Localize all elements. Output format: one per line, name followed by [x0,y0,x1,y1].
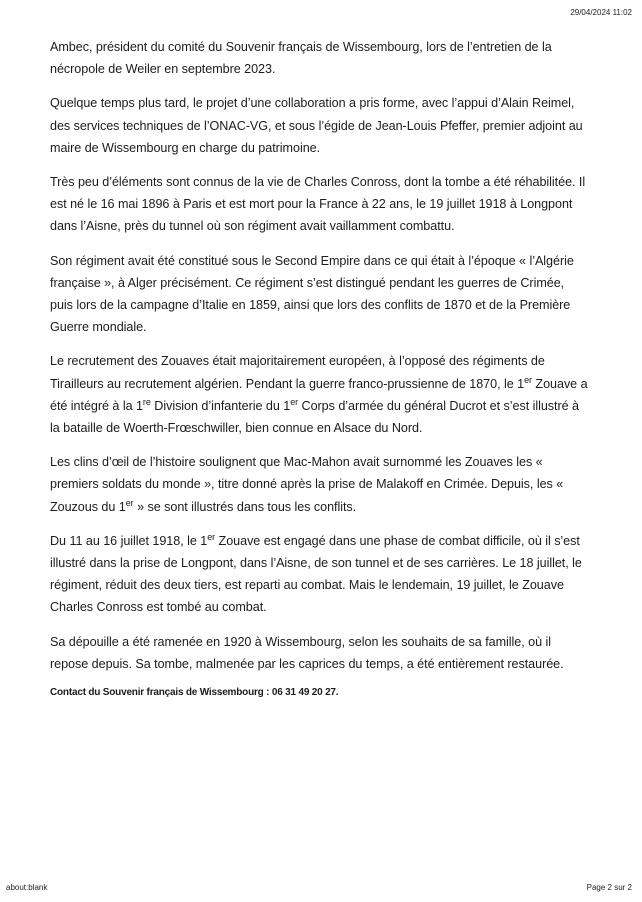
p5-ordinal-2: re [142,396,151,407]
paragraph-2: Quelque temps plus tard, le projet d’une collaboration a pris forme, avec l’appui d’Alain Reimel, des services techniques de l’ONAC-VG, et sous l’égide de Jean-Louis Pfeffer, premier adjoint au maire de Wissembourg en charge du patrimoine. [50,96,583,155]
paragraph-8: Sa dépouille a été ramenée en 1920 à Wissembourg, selon les souhaits de sa famille, où il repose depuis. Sa tombe, malmenée par les caprices du temps, a été entièrement restaurée. [50,634,564,671]
paragraph-5 [50,350,590,439]
paragraph-1: Ambec, président du comité du Souvenir français de Wissembourg, lors de l’entretien de la nécropole de Weiler en septembre 2023. [50,40,552,77]
paragraph-6 [50,451,590,518]
p7-text-2: Zouave est engagé dans une phase de combat difficile, où il s’est illustré dans la prise de Longpont, dans l’Aisne, de son tunnel et de ses carrières. Le 18 juillet, le régiment, réduit des deux tiers, est reparti au combat. Mais le lendemain, 19 juillet, le Zouave Charles Conross est tombé au combat. [50,533,582,615]
print-datetime: 29/04/2024 11:02 [570,8,632,17]
p6-text-1: Les clins d’œil de l’histoire soulignent que Mac-Mahon avait surnommé les Zouaves les « premiers soldats du monde », titre donné après la prise de Malakoff en Crimée. Depuis, les « Zouzous du 1 [50,455,564,514]
paragraph-7 [50,530,590,619]
p5-ordinal-1: er [524,374,532,385]
print-url: about:blank [6,883,48,892]
p6-ordinal-1: er [125,497,134,508]
p5-text-4: Corps d’armée du général Ducrot et s’est illustré à la bataille de Woerth-Frœschwiller, bien connue en Alsace du Nord. [50,398,579,436]
p7-text-1: Du 11 au 16 juillet 1918, le 1 [50,533,208,548]
paragraph-4: Son régiment avait été constitué sous le Second Empire dans ce qui était à l’époque « l’Algérie française », à Alger précisément. Ce régiment s’est distingué pendant les guerres de Crimée, puis lors de la campagne d’Italie en 1859, ainsi que lors des conflits de 1870 et de la Première Guerre mondiale. [50,253,574,335]
p5-text-2: Zouave a été intégré à la 1 [50,376,588,413]
p5-text-3: Division d’infanterie du 1 [150,398,291,413]
p7-ordinal-1: er [207,531,216,542]
p5-text-1: Le recrutement des Zouaves était majoritairement européen, à l’opposé des régiments de Tirailleurs au recrutement algérien. Pendant la guerre franco-prussienne de 1870, le 1 [50,354,545,391]
p5-ordinal-3: er [290,396,299,407]
p6-text-2: » se sont illustrés dans tous les conflits. [133,499,357,514]
print-page-number: Page 2 sur 2 [586,883,632,892]
article-body [50,36,590,698]
paragraph-3: Très peu d’éléments sont connus de la vie de Charles Conross, dont la tombe a été réhabilitée. Il est né le 16 mai 1896 à Paris et est mort pour la France à 22 ans, le 19 juillet 1918 à Longpont dans l’Aisne, près du tunnel où son régiment avait vaillamment combattu. [50,175,586,234]
contact-line: Contact du Souvenir français de Wissembourg : 06 31 49 20 27. [50,687,339,699]
